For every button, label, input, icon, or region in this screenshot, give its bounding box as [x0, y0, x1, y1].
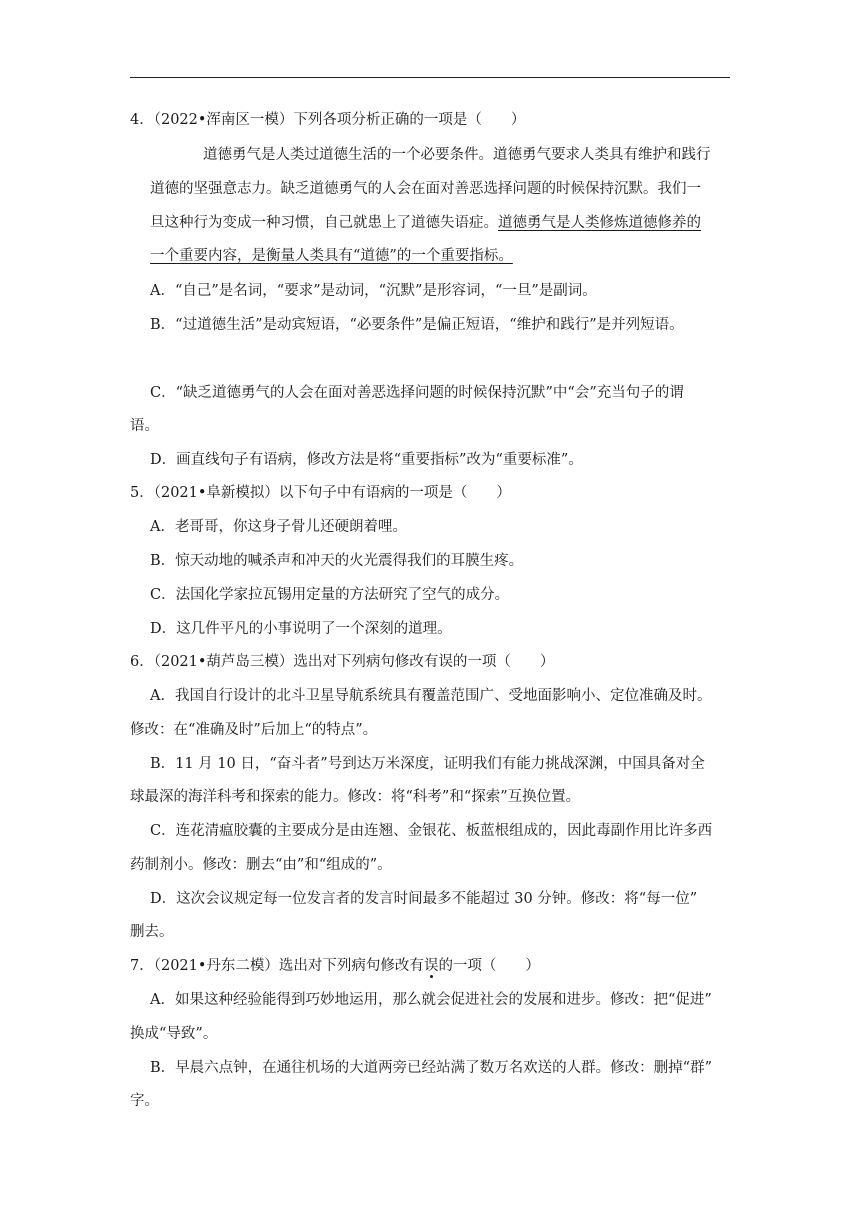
emphasis-dot-character: 误: [423, 958, 439, 974]
question-7-stem-before: 7．（2021•丹东二模）选出对下列病句修改有: [130, 958, 424, 974]
question-4-option-d: D．画直线句子有语病，修改方法是将“重要指标”改为“重要标准”。: [150, 452, 583, 468]
question-6-option-c-line-1: C．连花清瘟胶囊的主要成分是由连翘、金银花、板蓝根组成的，因此毒副作用比许多西: [150, 823, 713, 839]
question-6-option-b-line-2: 球最深的海洋科考和探索的能力。修改：将“科考”和“探索”互换位置。: [130, 789, 581, 805]
question-7-option-b-line-1: B．早晨六点钟，在通往机场的大道两旁已经站满了数万名欢送的人群。修改：删掉“群”: [150, 1060, 712, 1076]
question-4-option-b: B．“过道德生活”是动宾短语，“必要条件”是偏正短语，“维护和践行”是并列短语。: [150, 317, 684, 333]
question-7-stem-after: 的一项（ ）: [438, 958, 540, 974]
question-4-option-c-line-1: C．“缺乏道德勇气的人会在面对善恶选择问题的时候保持沉默”中“会”充当句子的谓: [150, 385, 684, 401]
question-7-stem: [130, 956, 540, 976]
underlined-sentence-part-2: 一个重要内容，是衡量人类具有“道德”的一个重要指标。: [150, 248, 513, 264]
question-6-option-c-line-2: 药制剂小。修改：删去“由”和“组成的”。: [130, 857, 392, 873]
underlined-sentence-part-1: 道德勇气是人类修炼道德修养的: [498, 215, 701, 231]
question-4-stem: 4．（2022•浑南区一模）下列各项分析正确的一项是（ ）: [130, 112, 526, 128]
question-6-option-b-line-1: B．11 月 10 日，“奋斗者”号到达万米深度，证明我们有能力挑战深渊，中国具备对全: [150, 756, 705, 772]
question-7-option-a-line-1: A．如果这种经验能得到巧妙地运用，那么就会促进社会的发展和进步。修改：把“促进”: [150, 992, 712, 1008]
question-5-stem: 5．（2021•阜新模拟）以下句子中有语病的一项是（ ）: [130, 485, 511, 501]
question-5-option-c: C．法国化学家拉瓦锡用定量的方法研究了空气的成分。: [150, 587, 510, 603]
passage-plain-text: 旦这种行为变成一种习惯，自己就患上了道德失语症。: [150, 215, 498, 231]
question-5-option-b: B．惊天动地的喊杀声和冲天的火光震得我们的耳膜生疼。: [150, 553, 524, 569]
question-6-option-a-line-2: 修改：在“准确及时”后加上“的特点”。: [130, 722, 378, 738]
question-4-passage-line-4: [150, 246, 513, 266]
header-rule: [130, 77, 730, 78]
question-5-option-a: A．老哥哥，你这身子骨儿还硬朗着哩。: [150, 519, 407, 535]
question-7-option-b-line-2: 字。: [130, 1093, 159, 1109]
question-6-stem: 6．（2021•葫芦岛三模）选出对下列病句修改有误的一项（ ）: [130, 654, 555, 670]
question-5-option-d: D．这几件平凡的小事说明了一个深刻的道理。: [150, 621, 452, 637]
question-7-option-a-line-2: 换成“导致”。: [130, 1026, 218, 1042]
question-6-option-d-line-2: 删去。: [130, 924, 174, 940]
question-4-passage-line-2: 道德的坚强意志力。缺乏道德勇气的人会在面对善恶选择问题的时候保持沉默。我们一: [150, 181, 701, 197]
question-4-passage-line-3: [150, 213, 701, 233]
question-4-option-a: A．“自己”是名词，“要求”是动词，“沉默”是形容词，“一旦”是副词。: [150, 283, 597, 299]
question-4-option-c-line-2: 语。: [130, 418, 159, 434]
question-6-option-d-line-1: D．这次会议规定每一位发言者的发言时间最多不能超过 30 分钟。修改：将“每一位”: [150, 891, 698, 907]
question-6-option-a-line-1: A．我国自行设计的北斗卫星导航系统具有覆盖范围广、受地面影响小、定位准确及时。: [150, 688, 712, 704]
question-4-passage-line-1: 道德勇气是人类过道德生活的一个必要条件。道德勇气要求人类具有维护和践行: [203, 147, 711, 163]
